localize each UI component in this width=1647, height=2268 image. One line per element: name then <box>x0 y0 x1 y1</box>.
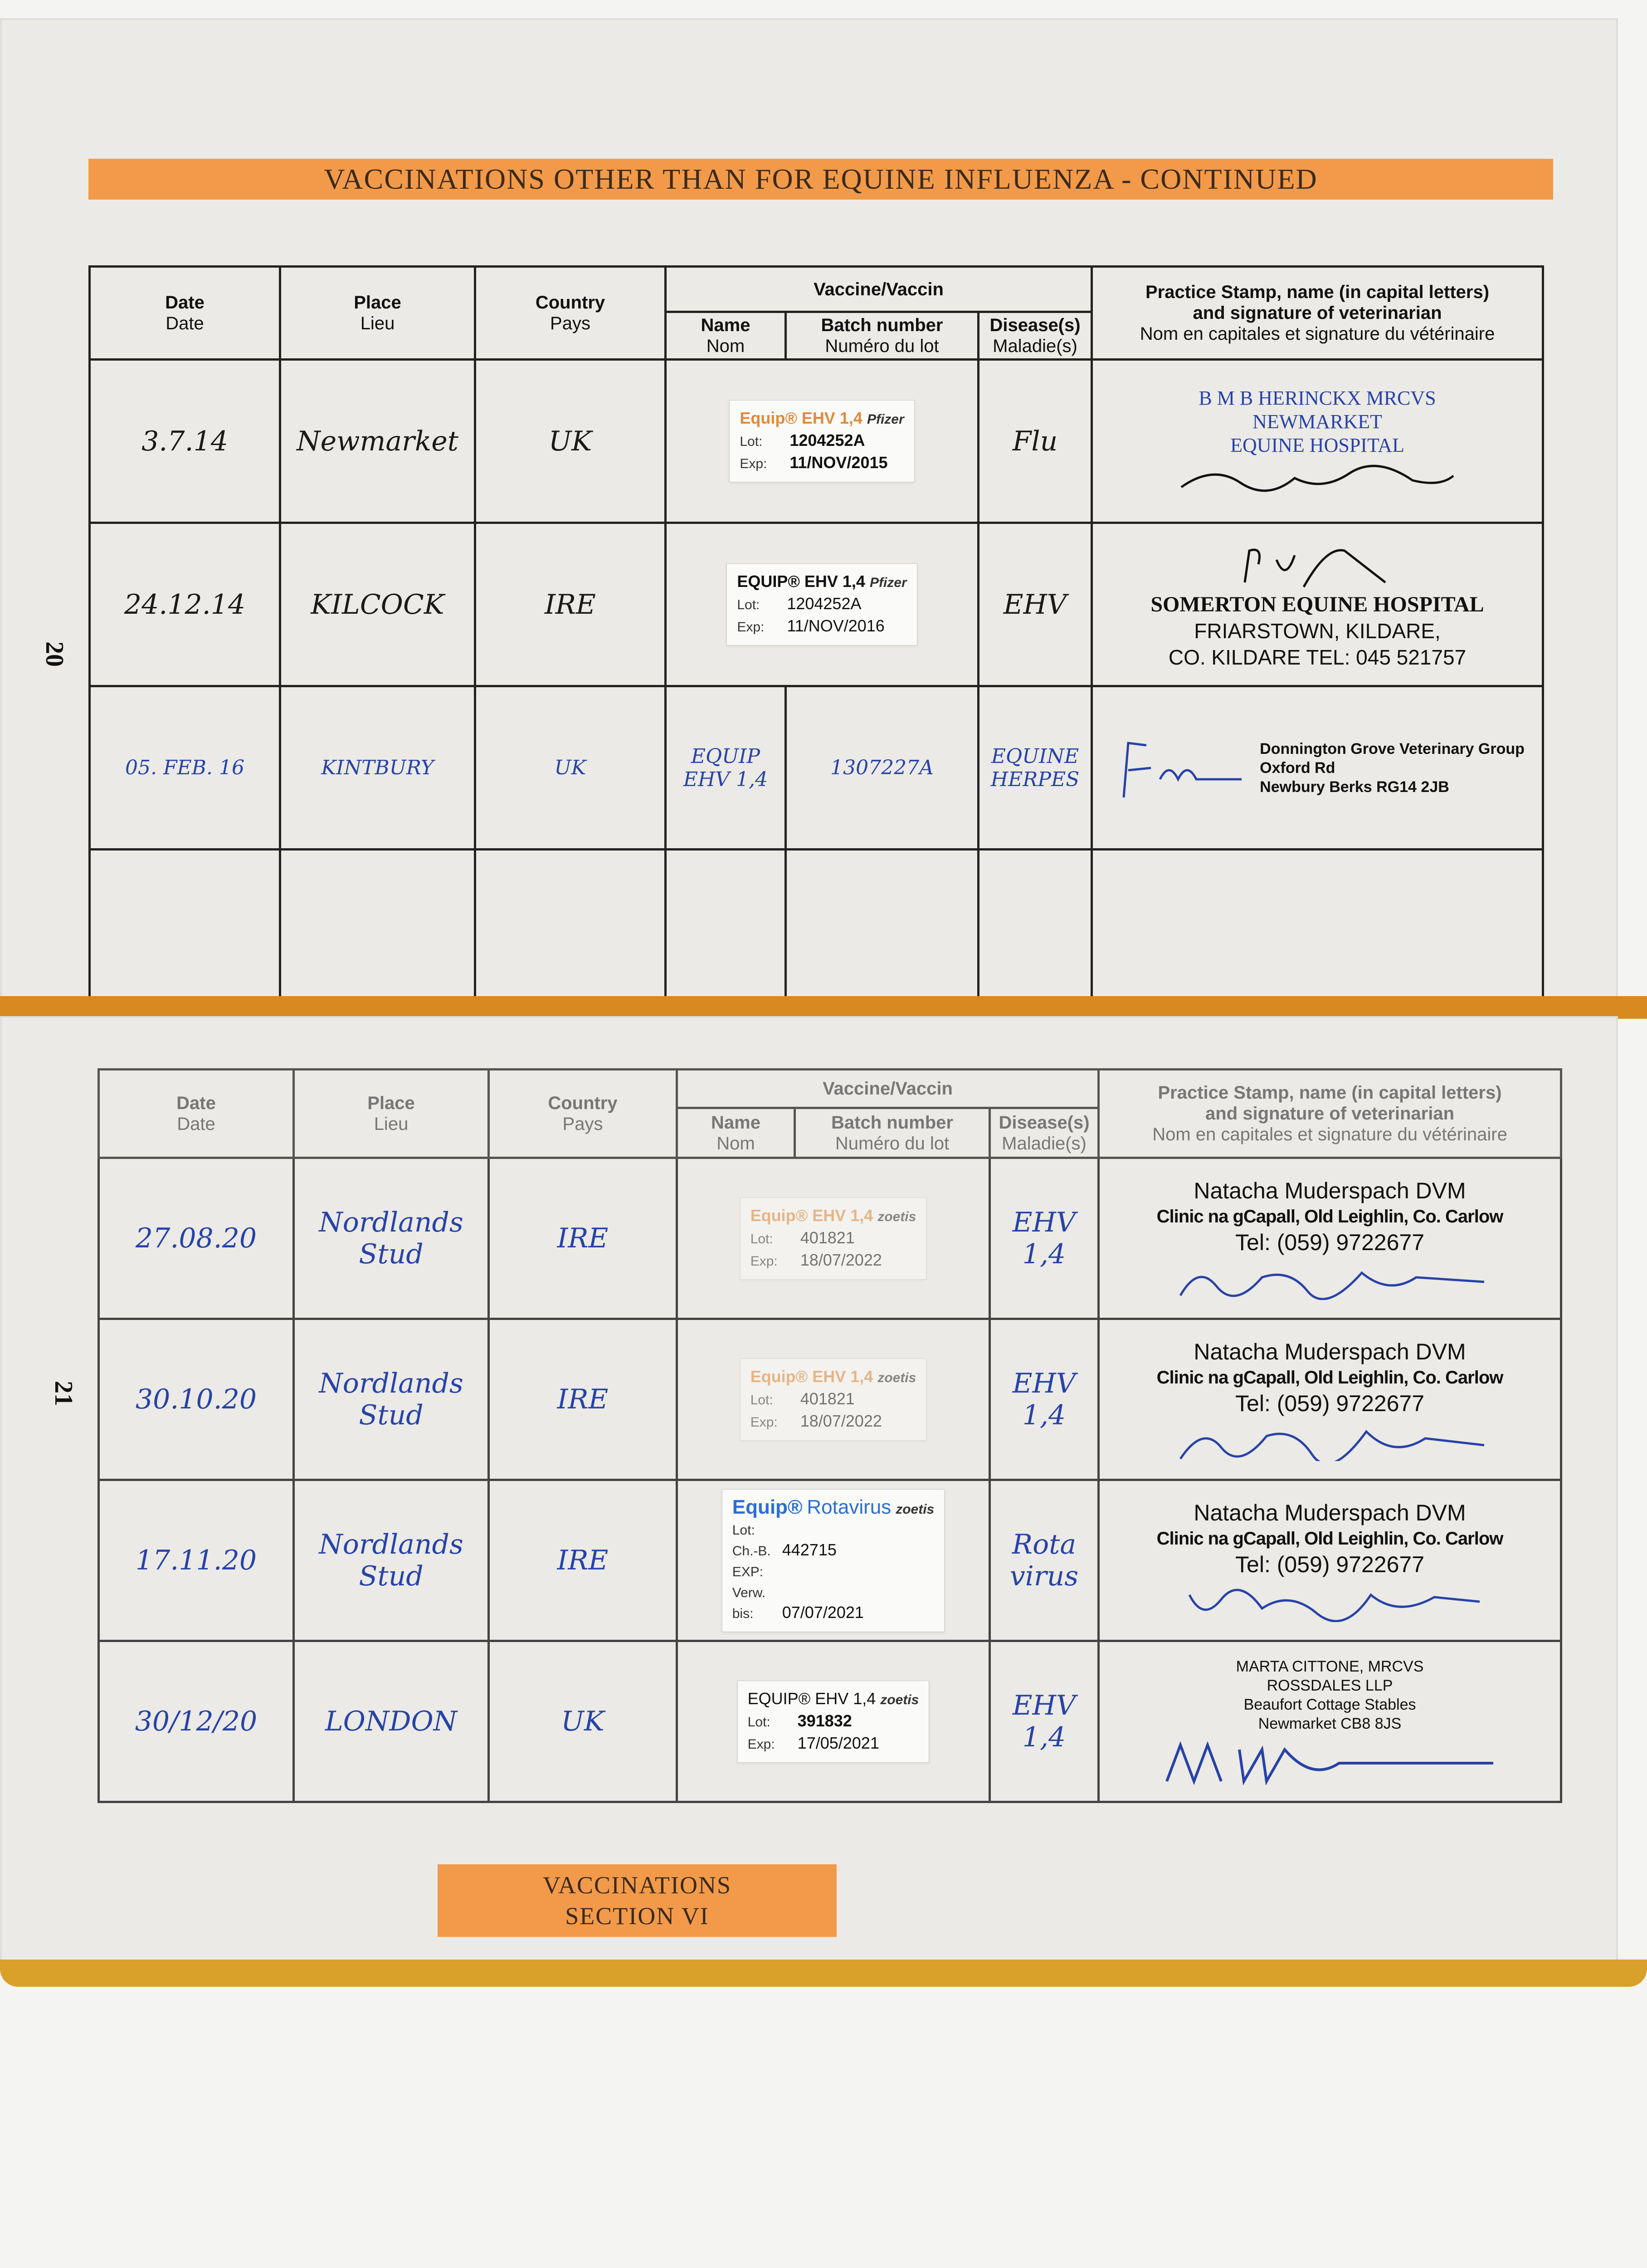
header-stamp: Practice Stamp, name (in capital letters) and signature of veterinarian Nom en capitales et signature du vétérinaire <box>1092 267 1543 360</box>
header-date: Date Date <box>99 1070 294 1158</box>
passport-cover-edge <box>0 1960 1647 1987</box>
signature-icon <box>1177 460 1458 496</box>
disease-cell: EHV 1,4 <box>990 1319 1099 1480</box>
vet-stamp: B M B HERINCKX MRCVS NEWMARKET EQUINE HOSPITAL <box>1093 382 1542 501</box>
date-cell: 30/12/20 <box>99 1641 294 1802</box>
stamp-cell <box>1099 1480 1561 1641</box>
table-row-empty <box>90 850 1543 1013</box>
country-cell: IRE <box>489 1319 677 1480</box>
header-batch: Batch number Numéro du lot <box>786 312 979 360</box>
header-name: Name Nom <box>666 312 786 360</box>
stamp-cell <box>1099 1641 1561 1802</box>
country-cell: UK <box>475 686 666 850</box>
country-cell: UK <box>475 360 666 523</box>
date-cell: 05. FEB. 16 <box>90 686 280 850</box>
header-stamp: Practice Stamp, name (in capital letters) and signature of veterinarian Nom en capitales et signature du vétérinaire <box>1099 1070 1561 1158</box>
country-cell: UK <box>489 1641 677 1802</box>
header-country: Country Pays <box>489 1070 677 1158</box>
vaccine-label-cell <box>677 1319 990 1480</box>
vaccine-sticker: Equip® EHV 1,4 Pfizer Lot: 1204252A Exp: 11/NOV/2015 <box>729 400 914 482</box>
disease-cell: EHV 1,4 <box>990 1158 1099 1319</box>
header-place: Place Lieu <box>294 1070 489 1158</box>
name-cell: EQUIP EHV 1,4 <box>666 686 786 850</box>
vaccine-label-cell <box>677 1158 990 1319</box>
place-cell: LONDON <box>294 1641 489 1802</box>
table-row <box>90 523 1543 686</box>
stamp-cell <box>1092 360 1543 523</box>
book-binding <box>0 996 1647 1019</box>
signature-icon <box>1171 1581 1489 1622</box>
stamp-cell <box>1092 686 1543 850</box>
header-disease: Disease(s) Maladie(s) <box>990 1108 1099 1158</box>
header-country: Country Pays <box>475 267 666 360</box>
place-cell: Nordlands Stud <box>294 1319 489 1480</box>
vaccine-label-cell <box>677 1480 990 1641</box>
stamp-cell <box>1092 523 1543 686</box>
signature-icon <box>1171 1259 1489 1300</box>
vaccine-sticker: EQUIP® EHV 1,4 zoetis Lot: 391832 Exp: 17/05/2021 <box>737 1681 930 1763</box>
stamp-cell <box>1099 1158 1561 1319</box>
country-cell: IRE <box>489 1158 677 1319</box>
table-row <box>99 1480 1561 1641</box>
header-disease: Disease(s) Maladie(s) <box>979 312 1092 360</box>
disease-cell: Flu <box>979 360 1092 523</box>
table-row <box>99 1319 1561 1480</box>
vaccine-sticker: Equip® Rotavirus zoetis Lot: Ch.-B. 442715 EXP: Verw. bis: 07/07/2021 <box>722 1489 945 1632</box>
vet-stamp: Donnington Grove Veterinary Group Oxford Rd Newbury Berks RG14 2JB <box>1093 729 1542 807</box>
disease-cell: EHV 1,4 <box>990 1641 1099 1802</box>
date-cell: 17.11.20 <box>99 1480 294 1641</box>
signature-icon <box>1158 1736 1502 1786</box>
vaccine-sticker: Equip® EHV 1,4 zoetis Lot: 401821 Exp: 18/07/2022 <box>740 1359 927 1441</box>
signature-icon <box>1110 734 1246 802</box>
header-name: Name Nom <box>677 1108 795 1158</box>
vaccination-table-top <box>88 265 1544 1014</box>
header-vaccine: Vaccine/Vaccin <box>677 1070 1099 1108</box>
disease-cell: EQUINE HERPES <box>979 686 1092 850</box>
signature-icon <box>1171 1420 1489 1461</box>
vet-stamp: Natacha Muderspach DVM Clinic na gCapall, Old Leighlin, Co. Carlow Tel: (059) 9722677 <box>1100 1172 1560 1305</box>
country-cell: IRE <box>475 523 666 686</box>
place-cell: KINTBURY <box>280 686 475 850</box>
batch-cell: 1307227A <box>786 686 979 850</box>
vaccine-sticker: EQUIP® EHV 1,4 Pfizer Lot: 1204252A Exp: 11/NOV/2016 <box>726 563 917 645</box>
vet-stamp: SOMERTON EQUINE HOSPITAL FRIARSTOWN, KILDARE, CO. KILDARE TEL: 045 521757 <box>1093 534 1542 675</box>
place-cell: Nordlands Stud <box>294 1480 489 1641</box>
place-cell: Newmarket <box>280 360 475 523</box>
vaccine-label-cell <box>666 523 979 686</box>
vaccine-label-cell <box>666 360 979 523</box>
header-date: Date Date <box>90 267 280 360</box>
vet-stamp: Natacha Muderspach DVM Clinic na gCapall, Old Leighlin, Co. Carlow Tel: (059) 9722677 <box>1100 1494 1560 1627</box>
stamp-cell <box>1099 1319 1561 1480</box>
table-row <box>90 686 1543 850</box>
table-row <box>99 1641 1561 1802</box>
vaccine-label-cell <box>677 1641 990 1802</box>
vaccine-sticker: Equip® EHV 1,4 zoetis Lot: 401821 Exp: 18/07/2022 <box>740 1198 927 1280</box>
header-batch: Batch number Numéro du lot <box>795 1108 990 1158</box>
date-cell: 30.10.20 <box>99 1319 294 1480</box>
page-number-bottom: 21 <box>49 1381 78 1406</box>
place-cell: Nordlands Stud <box>294 1158 489 1319</box>
header-vaccine: Vaccine/Vaccin <box>666 267 1092 312</box>
vet-stamp: Natacha Muderspach DVM Clinic na gCapall, Old Leighlin, Co. Carlow Tel: (059) 9722677 <box>1100 1333 1560 1466</box>
page-number-top: 20 <box>40 641 68 667</box>
place-cell: KILCOCK <box>280 523 475 686</box>
table-row <box>90 360 1543 523</box>
signature-icon <box>1236 542 1399 591</box>
disease-cell: EHV <box>979 523 1092 686</box>
date-cell: 27.08.20 <box>99 1158 294 1319</box>
section-footer-banner: VACCINATIONS SECTION VI <box>438 1864 837 1937</box>
country-cell: IRE <box>489 1480 677 1641</box>
vaccination-table-bottom <box>97 1068 1562 1803</box>
date-cell: 24.12.14 <box>90 523 280 686</box>
disease-cell: Rota virus <box>990 1480 1099 1641</box>
header-place: Place Lieu <box>280 267 475 360</box>
section-banner: VACCINATIONS OTHER THAN FOR EQUINE INFLUENZA - CONTINUED <box>88 159 1553 200</box>
vet-stamp: MARTA CITTONE, MRCVS ROSSDALES LLP Beaufort Cottage Stables Newmarket CB8 8JS <box>1100 1652 1560 1790</box>
table-row <box>99 1158 1561 1319</box>
date-cell: 3.7.14 <box>90 360 280 523</box>
